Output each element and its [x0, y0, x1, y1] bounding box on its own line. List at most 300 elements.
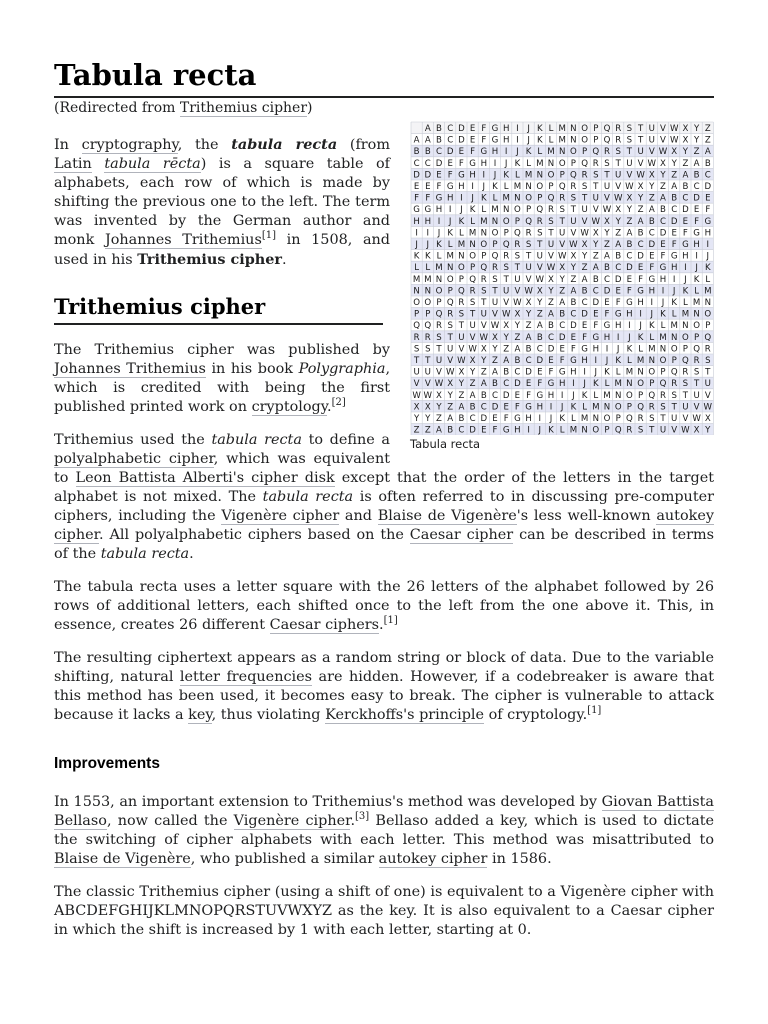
table-cell: U: [503, 286, 510, 297]
link-autokey-cipher[interactable]: autokey cipher: [54, 508, 714, 543]
table-header-cell: S: [626, 124, 633, 135]
table-cell: K: [581, 390, 588, 401]
table-cell: P: [514, 216, 520, 227]
table-cell: Q: [558, 182, 566, 193]
table-cell: N: [491, 216, 499, 227]
table-cell: Q: [670, 367, 678, 378]
text-run: .: [350, 813, 356, 829]
citation-2[interactable]: [2]: [331, 397, 346, 409]
table-cell: K: [514, 158, 521, 169]
table-cell: H: [704, 228, 712, 239]
citation-1[interactable]: [1]: [261, 230, 277, 242]
table-cell: J: [594, 367, 598, 378]
link-kerckhoffs-principle[interactable]: Kerckhoffs's principle: [325, 707, 485, 723]
table-cell: A: [615, 240, 622, 251]
table-cell: H: [693, 240, 700, 251]
table-cell: S: [693, 367, 700, 378]
link-johannes-trithemius[interactable]: Johannes Trithemius: [104, 232, 262, 248]
table-cell: D: [614, 274, 622, 285]
table-cell: C: [525, 356, 532, 367]
table-row-label: H: [413, 216, 420, 227]
table-cell: K: [704, 263, 711, 274]
table-cell: F: [705, 205, 711, 216]
text-run: ) is a square table of alphabets, each row of which is made by shifting the previous one to the left. The term was invented by the German author and monk: [54, 156, 391, 248]
table-cell: V: [447, 356, 454, 367]
table-cell: B: [626, 240, 633, 251]
table-cell: X: [480, 344, 487, 355]
table-cell: M: [580, 414, 589, 425]
table-cell: O: [704, 309, 712, 320]
citation-3[interactable]: [3]: [355, 811, 370, 823]
table-cell: N: [446, 263, 454, 274]
table-row-label: R: [413, 332, 420, 343]
table-cell: H: [446, 193, 454, 204]
table-cell: U: [491, 298, 499, 309]
table-cell: S: [615, 147, 621, 158]
table-cell: X: [424, 402, 431, 413]
table-cell: Y: [548, 286, 554, 297]
table-cell: Y: [469, 367, 476, 378]
table-cell: U: [626, 158, 633, 169]
table-cell: H: [581, 356, 588, 367]
text-run: , thus violating: [211, 707, 326, 723]
table-cell: D: [435, 158, 443, 169]
table-row-label: J: [415, 240, 418, 251]
table-cell: D: [637, 251, 644, 262]
table-cell: D: [458, 135, 465, 146]
table-cell: Z: [492, 356, 498, 367]
paragraph-ciphertext: [54, 649, 714, 725]
table-cell: Z: [615, 228, 622, 239]
table-cell: G: [435, 193, 443, 204]
table-row-label: Q: [413, 321, 420, 332]
table-cell: W: [434, 379, 444, 390]
table-cell: E: [469, 135, 476, 146]
table-cell: T: [626, 147, 633, 158]
table-cell: L: [515, 170, 520, 181]
text-run: , who published a similar: [190, 851, 379, 867]
link-cryptology[interactable]: cryptology: [251, 399, 327, 415]
table-cell: J: [560, 402, 564, 413]
table-cell: E: [537, 367, 543, 378]
table-cell: Q: [502, 240, 510, 251]
table-cell: L: [548, 135, 554, 146]
table-cell: E: [492, 414, 498, 425]
link-polyalphabetic-cipher[interactable]: polyalphabetic cipher: [54, 451, 214, 467]
table-cell: O: [502, 216, 510, 227]
table-cell: I: [437, 216, 441, 227]
table-cell: D: [592, 298, 600, 309]
table-cell: G: [648, 274, 656, 285]
citation-1[interactable]: [1]: [587, 705, 602, 717]
table-cell: B: [604, 263, 610, 274]
table-cell: P: [671, 356, 677, 367]
table-cell: U: [469, 321, 476, 332]
table-cell: A: [581, 274, 588, 285]
table-cell: F: [514, 402, 520, 413]
table-cell: O: [446, 274, 454, 285]
table-cell: T: [469, 309, 476, 320]
redirect-link[interactable]: Trithemius cipher: [179, 100, 308, 116]
table-cell: F: [526, 390, 532, 401]
table-cell: Y: [626, 205, 633, 216]
table-cell: X: [693, 425, 700, 435]
table-cell: F: [615, 298, 621, 309]
text-run: and: [339, 508, 378, 524]
table-cell: L: [627, 356, 632, 367]
table-cell: S: [604, 158, 610, 169]
table-header-cell: H: [502, 124, 510, 135]
text-run: The resulting ciphertext appears as a random string or block of data. Due to the variable shifting, natural: [54, 650, 714, 685]
table-cell: P: [458, 274, 464, 285]
table-cell: D: [536, 356, 544, 367]
table-cell: L: [492, 193, 498, 204]
table-cell: X: [604, 216, 610, 227]
table-cell: P: [649, 379, 655, 390]
table-cell: E: [682, 216, 689, 227]
table-cell: E: [637, 263, 644, 274]
table-cell: Y: [447, 390, 453, 401]
table-cell: B: [447, 425, 454, 435]
table-cell: Z: [503, 344, 510, 355]
table-header-cell: O: [581, 124, 588, 135]
table-cell: A: [480, 379, 487, 390]
table-cell: B: [704, 158, 711, 169]
link-key[interactable]: key: [188, 707, 212, 723]
table-cell: S: [436, 332, 442, 343]
table-cell: L: [593, 390, 599, 401]
table-cell: D: [514, 379, 521, 390]
table-cell: S: [503, 263, 509, 274]
table-cell: L: [425, 263, 431, 274]
table-cell: M: [524, 170, 533, 181]
table-cell: G: [480, 147, 488, 158]
table-cell: K: [548, 425, 554, 435]
table-cell: H: [614, 321, 622, 332]
table-cell: E: [481, 425, 487, 435]
table-cell: U: [704, 379, 711, 390]
text-run: except that the order of the letters in the target alphabet is not mixed. The: [54, 470, 714, 505]
table-cell: G: [514, 414, 521, 425]
text-run: in his book: [205, 361, 299, 377]
table-cell: D: [547, 344, 555, 355]
link-vigenere-cipher[interactable]: Vigenère cipher: [221, 508, 340, 524]
table-cell: H: [536, 402, 544, 413]
text-run: .: [327, 399, 332, 415]
table-cell: E: [447, 158, 453, 169]
table-cell: S: [447, 321, 453, 332]
table-cell: X: [548, 274, 554, 285]
table-cell: O: [659, 356, 667, 367]
table-cell: Q: [514, 228, 521, 239]
table-cell: A: [592, 263, 599, 274]
table-cell: L: [582, 402, 587, 413]
table-cell: W: [535, 274, 545, 285]
table-header-cell: U: [648, 124, 655, 135]
table-cell: H: [547, 390, 555, 401]
table-cell: U: [447, 344, 454, 355]
table-cell: F: [682, 228, 688, 239]
table-cell: V: [637, 158, 644, 169]
table-cell: V: [536, 263, 543, 274]
table-cell: I: [527, 425, 530, 435]
link-latin[interactable]: Latin: [54, 156, 92, 172]
table-cell: N: [424, 286, 432, 297]
table-cell: C: [514, 367, 521, 378]
link-johannes-trithemius[interactable]: Johannes Trithemius: [54, 361, 206, 377]
table-cell: J: [628, 332, 631, 343]
table-cell: K: [671, 298, 678, 309]
link-caesar-cipher[interactable]: Caesar cipher: [409, 527, 514, 543]
citation-1[interactable]: [1]: [383, 615, 398, 627]
table-cell: K: [559, 414, 566, 425]
table-cell: A: [660, 193, 666, 204]
table-cell: G: [502, 425, 510, 435]
table-cell: Z: [548, 298, 554, 309]
table-cell: W: [569, 240, 578, 251]
table-cell: V: [559, 240, 566, 251]
table-cell: W: [625, 182, 634, 193]
table-cell: S: [492, 274, 498, 285]
table-cell: M: [603, 390, 611, 401]
table-cell: Q: [446, 298, 454, 309]
table-cell: R: [570, 182, 577, 193]
table-cell: J: [672, 286, 676, 297]
table-cell: O: [514, 205, 521, 216]
link-vigenere-cipher[interactable]: Vigenère cipher: [233, 813, 351, 829]
table-cell: C: [491, 390, 499, 401]
table-cell: V: [458, 344, 465, 355]
link-autokey-cipher[interactable]: autokey cipher: [378, 851, 488, 867]
table-cell: Z: [436, 414, 442, 425]
table-cell: D: [502, 390, 510, 401]
table-cell: N: [536, 170, 544, 181]
table-cell: G: [424, 205, 432, 216]
table-cell: K: [637, 332, 644, 343]
table-cell: P: [481, 251, 487, 262]
table-cell: V: [469, 332, 476, 343]
table-cell: F: [481, 135, 487, 146]
table-cell: K: [480, 193, 487, 204]
table-cell: N: [704, 298, 712, 309]
table-cell: W: [591, 216, 601, 227]
table-cell: B: [615, 251, 622, 262]
table-cell: I: [471, 182, 474, 193]
table-cell: P: [694, 332, 700, 343]
table-cell: Q: [469, 274, 476, 285]
table-cell: Q: [704, 332, 712, 343]
table-cell: J: [549, 414, 553, 425]
table-header-cell: V: [660, 124, 666, 135]
link-letter-frequencies[interactable]: letter frequencies: [179, 669, 313, 685]
table-cell: T: [481, 298, 487, 309]
table-cell: E: [581, 321, 588, 332]
table-cell: U: [514, 274, 521, 285]
table-cell: R: [548, 205, 554, 216]
table-cell: O: [693, 321, 700, 332]
table-cell: X: [436, 390, 442, 401]
table-cell: M: [648, 344, 656, 355]
table-cell: C: [592, 286, 599, 297]
table-cell: R: [525, 228, 532, 239]
table-cell: L: [503, 182, 509, 193]
table-cell: G: [491, 135, 499, 146]
table-cell: R: [458, 298, 465, 309]
table-cell: Q: [570, 170, 577, 181]
text-run: , which is credited with being the first published printed work on: [54, 361, 391, 415]
table-cell: M: [670, 321, 678, 332]
table-cell: B: [424, 147, 431, 158]
table-cell: T: [425, 356, 431, 367]
table-cell: V: [503, 298, 510, 309]
table-cell: T: [693, 379, 700, 390]
table-cell: G: [525, 402, 532, 413]
table-cell: J: [448, 216, 452, 227]
table-cell: R: [671, 379, 678, 390]
table-cell: X: [592, 228, 599, 239]
table-cell: C: [503, 379, 510, 390]
table-cell: G: [603, 321, 611, 332]
tabula-recta-table[interactable]: [410, 121, 714, 435]
table-cell: U: [615, 170, 622, 181]
table-cell: B: [436, 135, 442, 146]
table-cell: B: [480, 390, 487, 401]
table-row-label: M: [412, 274, 421, 285]
table-cell: U: [480, 309, 487, 320]
term-tabula-recta: tabula recta: [262, 489, 354, 505]
table-cell: J: [482, 182, 486, 193]
table-cell: O: [536, 182, 544, 193]
table-cell: N: [603, 402, 611, 413]
table-cell: I: [460, 193, 463, 204]
table-cell: F: [503, 414, 509, 425]
table-cell: M: [536, 158, 544, 169]
table-cell: P: [705, 321, 711, 332]
table-cell: C: [626, 251, 633, 262]
table-cell: Q: [648, 390, 656, 401]
table-cell: U: [659, 425, 667, 435]
table-cell: X: [469, 356, 476, 367]
table-row-label: N: [413, 286, 420, 297]
table-cell: L: [604, 379, 610, 390]
table-row-label: C: [413, 158, 420, 169]
table-header-cell: T: [637, 124, 644, 135]
table-cell: C: [671, 205, 678, 216]
table-cell: A: [548, 309, 554, 320]
table-cell: C: [693, 182, 700, 193]
link-alberti-cipher-disk[interactable]: Leon Battista Alberti's cipher disk: [75, 470, 335, 486]
table-cell: R: [469, 286, 476, 297]
table-cell: V: [525, 274, 532, 285]
link-giovan-battista-bellaso[interactable]: Giovan Battista Bellaso: [54, 794, 715, 829]
table-cell: K: [525, 147, 532, 158]
table-cell: A: [671, 182, 678, 193]
table-cell: S: [514, 251, 521, 262]
table-cell: U: [682, 402, 689, 413]
table-cell: Z: [626, 216, 633, 227]
table-cell: Z: [424, 425, 431, 435]
table-cell: W: [647, 158, 657, 169]
term-trithemius-cipher: Trithemius cipher: [137, 251, 282, 268]
figure-caption: Tabula recta: [410, 437, 481, 451]
table-cell: I: [661, 286, 665, 297]
table-cell: E: [503, 402, 509, 413]
table-row-label: T: [413, 356, 420, 367]
table-cell: I: [695, 251, 698, 262]
table-cell: B: [660, 205, 666, 216]
table-cell: W: [658, 147, 668, 158]
link-tabula-recta-latin[interactable]: [104, 156, 200, 173]
table-cell: U: [637, 147, 644, 158]
table-cell: C: [547, 332, 555, 343]
table-cell: W: [457, 356, 466, 367]
table-cell: I: [538, 414, 542, 425]
table-cell: C: [435, 147, 443, 158]
table-cell: W: [546, 263, 556, 274]
table-cell: O: [525, 193, 532, 204]
table-cell: X: [660, 158, 666, 169]
table-cell: B: [559, 309, 566, 320]
text-run: In 1553, an important extension to Trithemius's method was developed by: [54, 794, 602, 810]
text-run: in 1508, and used in his: [54, 232, 391, 268]
table-cell: J: [684, 274, 687, 285]
table-cell: H: [603, 332, 611, 343]
table-cell: F: [492, 425, 498, 435]
table-cell: G: [581, 344, 588, 355]
table-cell: G: [682, 240, 689, 251]
table-cell: C: [581, 298, 588, 309]
table-cell: R: [648, 402, 655, 413]
table-cell: R: [626, 425, 633, 435]
table-cell: T: [447, 332, 453, 343]
table-cell: V: [492, 309, 498, 320]
table-cell: X: [615, 205, 622, 216]
table-cell: S: [525, 240, 532, 251]
table-cell: L: [694, 286, 699, 297]
table-cell: Q: [458, 286, 465, 297]
table-cell: X: [637, 182, 644, 193]
table-cell: X: [648, 170, 655, 181]
table-row-label: G: [413, 205, 420, 216]
link-blaise-de-vigenere[interactable]: Blaise de Vigenère: [54, 851, 191, 867]
table-cell: N: [693, 309, 700, 320]
table-cell: A: [436, 425, 442, 435]
table-cell: X: [704, 414, 711, 425]
table-cell: J: [437, 228, 441, 239]
table-cell: M: [491, 205, 499, 216]
link-cryptography[interactable]: cryptography: [81, 137, 178, 153]
table-cell: N: [659, 344, 667, 355]
table-cell: B: [671, 193, 678, 204]
table-cell: J: [460, 205, 463, 216]
table-cell: Z: [480, 367, 487, 378]
table-row-label: V: [413, 379, 420, 390]
table-cell: N: [547, 158, 555, 169]
table-cell: S: [458, 309, 465, 320]
text-run: 's less well-known: [516, 508, 657, 524]
table-cell: M: [569, 425, 578, 435]
table-cell: V: [704, 390, 711, 401]
table-cell: K: [458, 216, 465, 227]
table-cell: L: [571, 414, 576, 425]
table-cell: D: [446, 147, 454, 158]
link-blaise-de-vigenere[interactable]: Blaise de Vigenère: [377, 508, 517, 524]
table-cell: H: [480, 158, 488, 169]
link-caesar-ciphers[interactable]: Caesar ciphers: [269, 617, 380, 633]
table-cell: T: [705, 367, 711, 378]
table-cell: O: [581, 135, 588, 146]
table-cell: N: [592, 414, 600, 425]
